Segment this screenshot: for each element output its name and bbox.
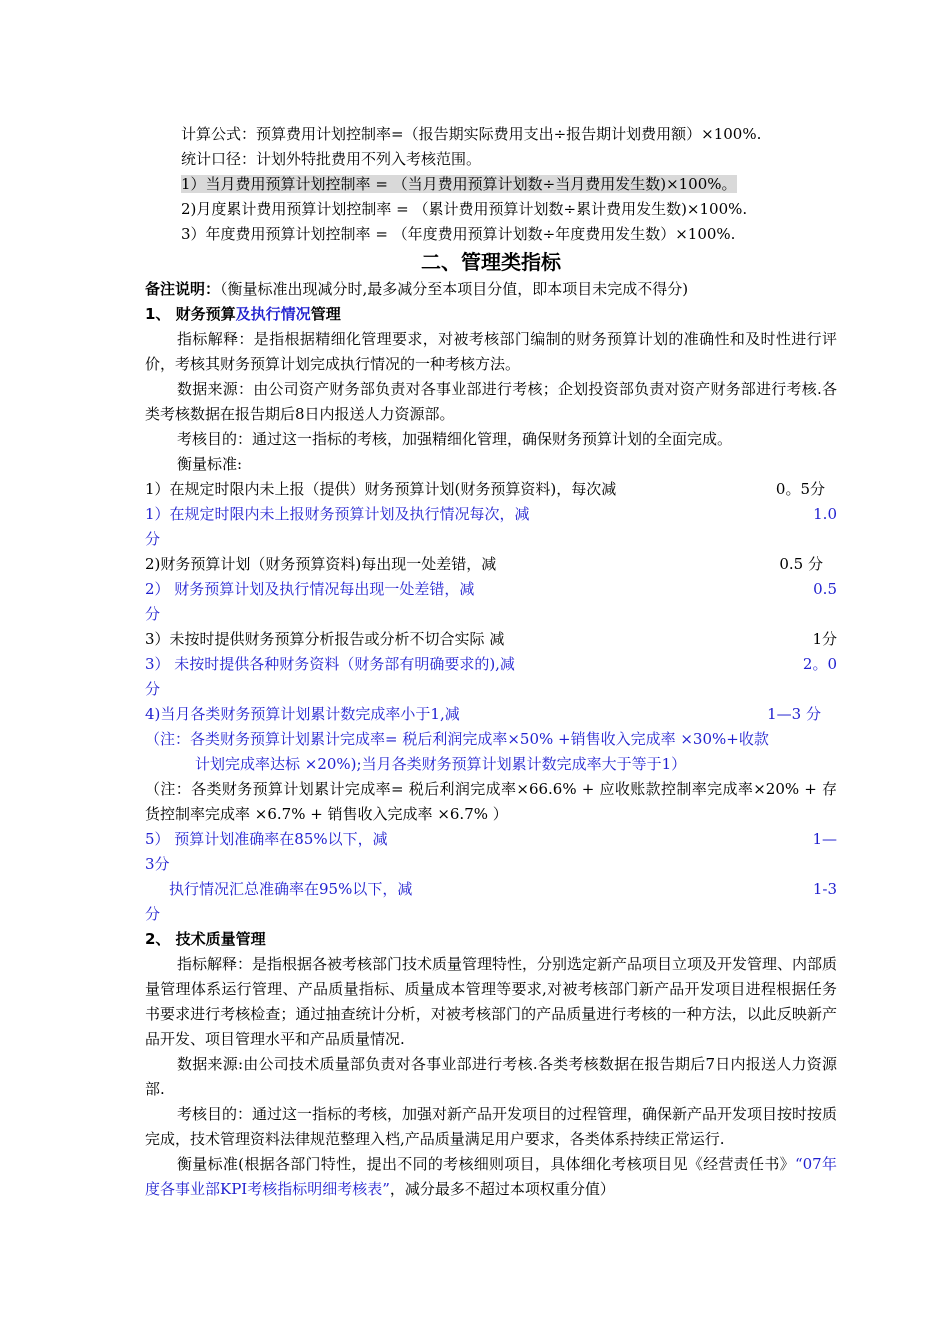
remark-text: （衡量标准出现减分时,最多减分至本项目分值，即本项目未完成不得分) [220,280,689,298]
note-blue-line-1: （注：各类财务预算计划累计完成率= 税后利润完成率×50% +销售收入完成率 ×30%+收款 [145,730,769,748]
item2-explain: 指标解释：是指根据各被考核部门技术质量管理特性，分别选定新产品项目立项及开发管理、内部质量管理体系运行管理、产品质量指标、质量成本管理等要求,对被考核部门新产品开发项目进程根据任务书要求进行考核检查；通过抽查统计分析，对被考核部门的产品质量进行考核的一种方法，以此反映新产品开发、项目管理水平和产品质量情况. [145,955,838,1048]
item2-standard-c: ，减分最多不超过本项权重分值） [389,1180,615,1198]
rule-unit: 3分 [145,855,170,873]
rule-score: 1—3 分 [767,705,821,723]
item1-heading-b: 及执行情况 [235,305,311,323]
rule-score: 0.5 [813,580,837,598]
formula-calc: 计算公式：预算费用计划控制率=（报告期实际费用支出÷报告期计划费用额）×100%. [181,125,762,143]
formula-scope: 统计口径：计划外特批费用不列入考核范围。 [181,150,482,168]
rule-score: 1— [812,830,837,848]
rule-3 [145,627,837,652]
rule-2b [145,577,837,627]
item2-standard [145,1152,837,1202]
rule-text: 1）在规定时限内未上报（提供）财务预算计划(财务预算资料)，每次减 [145,480,617,498]
rule-text: 2） 财务预算计划及执行情况每出现一处差错，减 [145,580,475,598]
rule-text: 3）未按时提供财务预算分析报告或分析不切合实际 减 [145,630,505,648]
item2-standard-b: “07年度各事业部KPI考核指标明细考核表” [145,1155,837,1198]
rule-text: 2)财务预算计划（财务预算资料)每出现一处差错，减 [145,555,497,573]
rule-score: 1.0 [813,505,837,523]
rule-6 [145,877,837,927]
rule-text: 执行情况汇总准确率在95%以下，减 [169,880,413,898]
rule-2 [145,552,837,577]
item1-standard: 衡量标准: [177,455,243,473]
rule-5 [145,827,837,877]
rule-unit: 分 [145,530,161,548]
rule-score: 2。0 [802,655,837,673]
rule-4 [145,702,837,727]
document-page [145,122,837,1202]
highlighted-text: 1）当月费用预算计划控制率 = （当月费用预算计划数÷当月费用发生数)×100%。 [181,175,737,193]
item1-heading-c: 管理 [310,305,341,323]
rule-unit: 分 [145,680,161,698]
rule-1 [145,477,837,502]
rule-text: 5） 预算计划准确率在85%以下，减 [145,830,388,848]
item1-heading [145,302,837,327]
rule-score: 1-3 [812,880,837,898]
remark-label: 备注说明： [145,280,221,298]
section-title: 二、管理类指标 [421,250,561,274]
item1-heading-a: 1、 财务预算 [145,305,236,323]
note-blue [145,727,837,777]
rule-text: 3） 未按时提供各种财务资料（财务部有明确要求的),减 [145,655,515,673]
item2-standard-a: 衡量标准(根据各部门特性，提出不同的考核细则项目，具体细化考核项目见《经营责任书》 [177,1155,795,1173]
rule-unit: 分 [145,605,161,623]
rule-3b [145,652,837,702]
item1-purpose: 考核目的：通过这一指标的考核，加强精细化管理，确保财务预算计划的全面完成。 [177,430,733,448]
item2-heading: 2、 技术质量管理 [145,930,266,948]
rule-1b [145,502,837,552]
item1-explain: 指标解释：是指根据精细化管理要求，对被考核部门编制的财务预算计划的准确性和及时性进行评价，考核其财务预算计划完成执行情况的一种考核方法。 [145,330,837,373]
item2-source: 数据来源:由公司技术质量部负责对各事业部进行考核.各类考核数据在报告期后7日内报送人力资源部. [145,1055,837,1098]
note-black: （注：各类财务预算计划累计完成率= 税后利润完成率×66.6% + 应收账款控制率完成率×20% + 存货控制率完成率 ×6.7% + 销售收入完成率 ×6.7% ） [145,780,837,823]
item2-purpose: 考核目的：通过这一指标的考核，加强对新产品开发项目的过程管理，确保新产品开发项目按时按质完成，技术管理资料法律规范整理入档,产品质量满足用户要求，各类体系持续正常运行. [145,1105,838,1148]
formula-rate-1 [145,172,837,197]
rule-score: 0。5分 [775,480,825,498]
remark-line [145,277,837,302]
rule-score: 1分 [812,630,837,648]
rule-unit: 分 [145,905,161,923]
formula-rate-2: 2)月度累计费用预算计划控制率 = （累计费用预算计划数÷累计费用发生数)×100%. [181,200,748,218]
rule-text: 1）在规定时限内未上报财务预算计划及执行情况每次，减 [145,505,530,523]
note-blue-line-2: 计划完成率达标 ×20%);当月各类财务预算计划累计数完成率大于等于1） [195,755,687,773]
item1-source: 数据来源：由公司资产财务部负责对各事业部进行考核；企划投资部负责对资产财务部进行考核.各类考核数据在报告期后8日内报送人力资源部。 [145,380,837,423]
rule-score: 0.5 分 [779,555,823,573]
rule-text: 4)当月各类财务预算计划累计数完成率小于1,减 [145,705,460,723]
formula-rate-3: 3）年度费用预算计划控制率 = （年度费用预算计划数÷年度费用发生数）×100%. [181,225,736,243]
